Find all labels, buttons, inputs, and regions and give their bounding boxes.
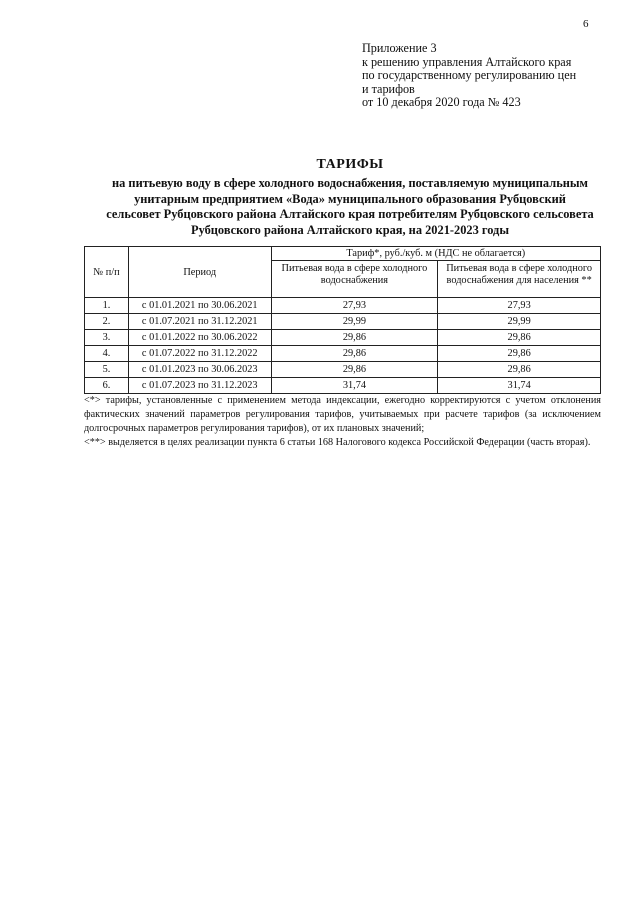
- table-row: [85, 314, 601, 330]
- row-num: 3.: [85, 330, 129, 346]
- row-num: 1.: [85, 298, 129, 314]
- row-period: с 01.07.2021 по 31.12.2021: [128, 314, 271, 330]
- row-period: с 01.07.2022 по 31.12.2022: [128, 346, 271, 362]
- row-tariff-a: 31,74: [271, 378, 438, 394]
- row-period: с 01.01.2023 по 30.06.2023: [128, 362, 271, 378]
- appendix-line: по государственному регулированию цен: [362, 68, 577, 82]
- header-num: № п/п: [85, 247, 129, 298]
- row-tariff-a: 29,99: [271, 314, 438, 330]
- header-water-population: Питьевая вода в сфере холодного водоснабжения для населения **: [438, 261, 601, 298]
- table-row: [85, 330, 601, 346]
- row-period: с 01.01.2022 по 30.06.2022: [128, 330, 271, 346]
- row-tariff-b: 29,86: [438, 346, 601, 362]
- tariffs-table: [84, 246, 601, 394]
- row-num: 4.: [85, 346, 129, 362]
- table-row: [85, 362, 601, 378]
- header-water-cold: Питьевая вода в сфере холодного водоснабжения: [271, 261, 438, 298]
- row-num: 6.: [85, 378, 129, 394]
- row-num: 2.: [85, 314, 129, 330]
- header-tariff: Тариф*, руб./куб. м (НДС не облагается): [271, 247, 600, 261]
- title-line: унитарным предприятием «Вода» муниципального образования Рубцовский: [134, 191, 566, 206]
- row-tariff-b: 29,99: [438, 314, 601, 330]
- row-period: с 01.01.2021 по 30.06.2021: [128, 298, 271, 314]
- footnote-1: <*> тарифы, установленные с применением метода индексации, ежегодно корректируются с учетом отклонения фактических значений параметров регулирования тарифов, учитываемых при расчете тарифов (за исключением долгосрочных параметров регулирования тарифов), от их плановых значений;: [84, 395, 601, 434]
- row-tariff-a: 29,86: [271, 330, 438, 346]
- header-period: Период: [128, 247, 271, 298]
- page-number: 6: [583, 18, 589, 30]
- row-tariff-b: 29,86: [438, 362, 601, 378]
- row-tariff-a: 29,86: [271, 362, 438, 378]
- title-line: на питьевую воду в сфере холодного водоснабжения, поставляемую муниципальным: [112, 176, 588, 190]
- footnotes: [84, 394, 601, 450]
- row-num: 5.: [85, 362, 129, 378]
- row-tariff-b: 29,86: [438, 330, 601, 346]
- row-tariff-a: 29,86: [271, 346, 438, 362]
- title-line: Рубцовского района Алтайского края, на 2021-2023 годы: [191, 222, 509, 237]
- row-tariff-b: 31,74: [438, 378, 601, 394]
- table-row: [85, 298, 601, 314]
- table-row: [85, 346, 601, 362]
- appendix-line: к решению управления Алтайского края: [362, 54, 572, 69]
- appendix-line: от 10 декабря 2020 года № 423: [362, 95, 521, 109]
- footnote-2: <**> выделяется в целях реализации пункта 6 статьи 168 Налогового кодекса Российской Федерации (часть вторая).: [84, 437, 591, 448]
- row-tariff-b: 27,93: [438, 298, 601, 314]
- row-tariff-a: 27,93: [271, 298, 438, 314]
- appendix-header: [362, 42, 632, 110]
- title-main: ТАРИФЫ: [316, 157, 384, 172]
- title-line: сельсовет Рубцовского района Алтайского края потребителям Рубцовского сельсовета: [106, 207, 594, 221]
- document-title: [60, 157, 639, 238]
- table-row: [85, 378, 601, 394]
- appendix-line: Приложение 3: [362, 41, 437, 55]
- row-period: с 01.07.2023 по 31.12.2023: [128, 378, 271, 394]
- appendix-line: и тарифов: [362, 81, 415, 96]
